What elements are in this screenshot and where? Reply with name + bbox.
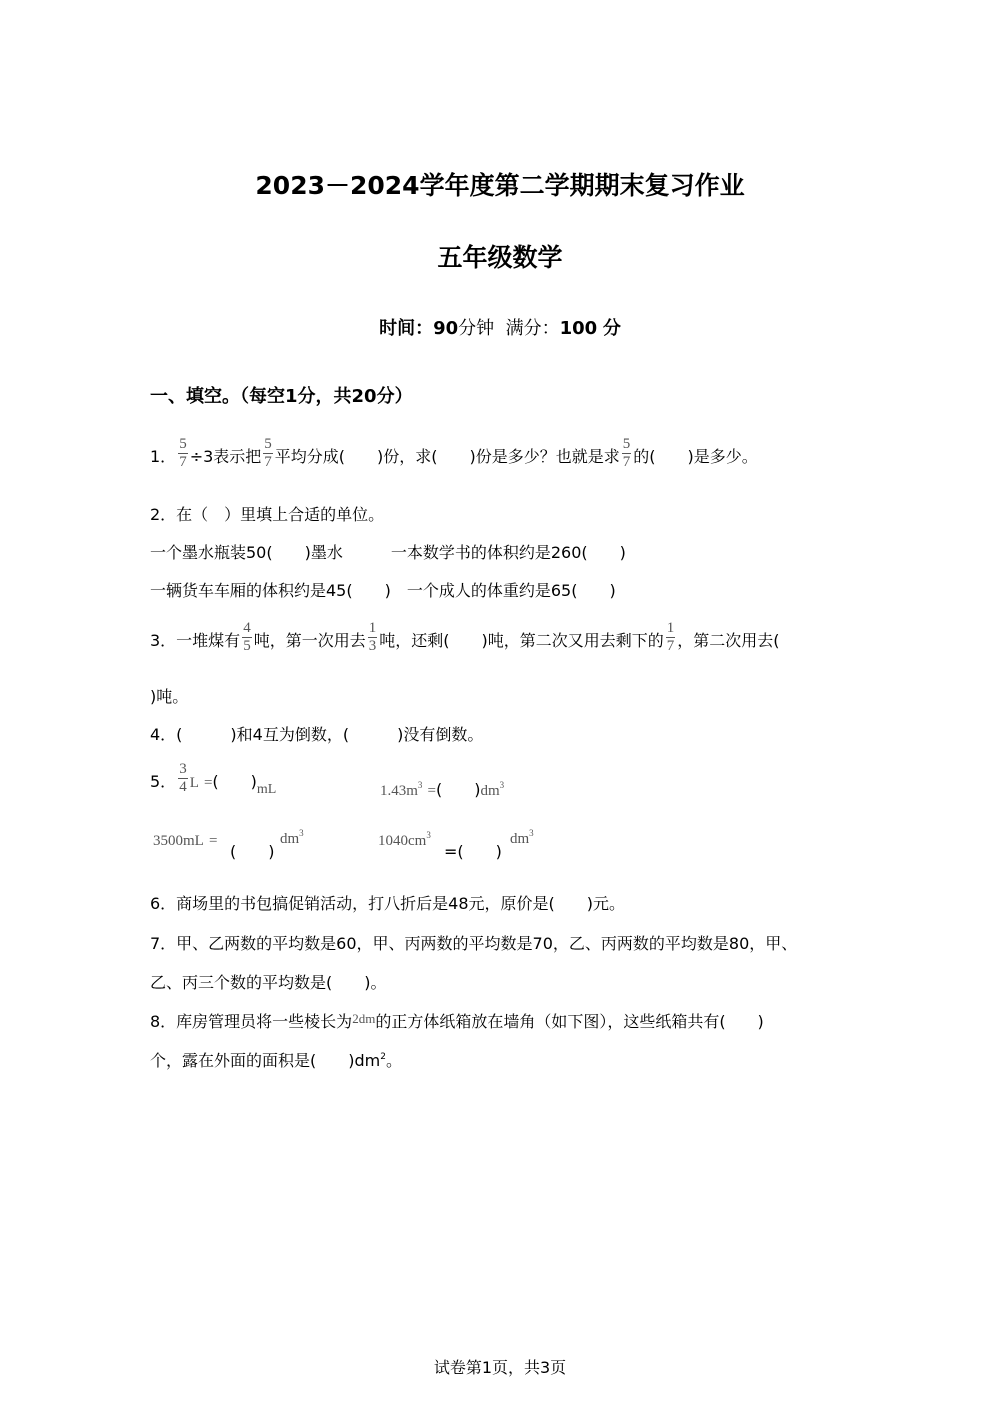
question-5-b: $1.43m^3$ =( )$dm^3$ [380, 780, 505, 799]
question-8-line-1: 8．库房管理员将一些棱长为$^{2dm}$的正方体纸箱放在墙角（如下图），这些纸箱共有( ) [150, 1011, 764, 1031]
page-footer: 试卷第1页，共3页 [433, 1358, 567, 1377]
fraction: $\frac{5}{7}$ [264, 436, 272, 470]
fraction: $\frac{1}{3}$ [368, 620, 377, 654]
score-value: 100 [559, 318, 598, 339]
question-4: 4．( )和4互为倒数，( )没有倒数。 [150, 725, 484, 744]
question-5-d-unit: $dm^3$ [510, 828, 534, 847]
fraction: $\frac{4}{5}$ [243, 620, 251, 654]
question-7-line-2: 乙、丙三个数的平均数是( )。 [150, 973, 387, 992]
question-5-c: 3500mL = [153, 833, 218, 849]
section-fill-blank-title: 一、填空。（每空1分，共20分） [150, 386, 413, 407]
question-3-line-2: )吨。 [150, 687, 189, 706]
question-2-title: 2．在（ ）里填上合适的单位。 [150, 505, 385, 524]
time-value: 90 [433, 318, 459, 339]
fraction: $\frac{5}{7}$ [179, 436, 187, 470]
question-8-line-2: 个，露在外面的面积是( )$dm^2$。 [150, 1051, 402, 1070]
question-2-line-1: 一个墨水瓶装50( )墨水 一本数学书的体积约是260( ) [150, 543, 626, 562]
question-7-line-1: 7．甲、乙两数的平均数是60，甲、丙两数的平均数是70，乙、丙两数的平均数是80，甲、 [150, 934, 798, 953]
score-label: 满分： [505, 318, 560, 339]
exam-subtitle: 五年级数学 [437, 243, 563, 272]
question-6: 6．商场里的书包搞促销活动，打八折后是48元，原价是( )元。 [150, 894, 626, 913]
time-label: 时间： [379, 318, 434, 339]
question-2-line-2: 一辆货车车厢的体积约是45( ) 一个成人的体重约是65( ) [150, 581, 616, 600]
question-3: 3．一堆煤有 $\frac{4}{5}$ 吨，第一次用去 $\frac{1}{3}$ 吨，还剩( )吨，第二次又用去剩下的 $\frac{1}{7}$ ，第二次用去( [150, 620, 780, 654]
question-5-d: $1040cm^3$ [378, 830, 431, 849]
fraction: $\frac{5}{7}$ [622, 436, 631, 470]
fraction: $\frac{3}{4}$ [179, 761, 187, 795]
score-unit: 分 [602, 318, 621, 339]
fraction: $\frac{1}{7}$ [666, 620, 675, 654]
question-5-c-blank: ( ) [230, 842, 275, 861]
time-unit: 分钟 [458, 318, 495, 339]
exam-time-score [0, 314, 1000, 340]
question-5-c-unit: $dm^3$ [280, 828, 304, 847]
exam-title: 2023－2024学年度第二学期期末复习作业 [255, 171, 745, 200]
question-1: 1． $\frac{5}{7}$ ÷3表示把 $\frac{5}{7}$ 平均分成( )份，求( )份是多少？也就是求 $\frac{5}{7}$ 的( )是多少。 [150, 436, 758, 470]
question-5-row-1: 5． $\frac{3}{4}$ L =( )mL [150, 761, 277, 797]
question-5-d-blank: =( ) [444, 842, 502, 861]
